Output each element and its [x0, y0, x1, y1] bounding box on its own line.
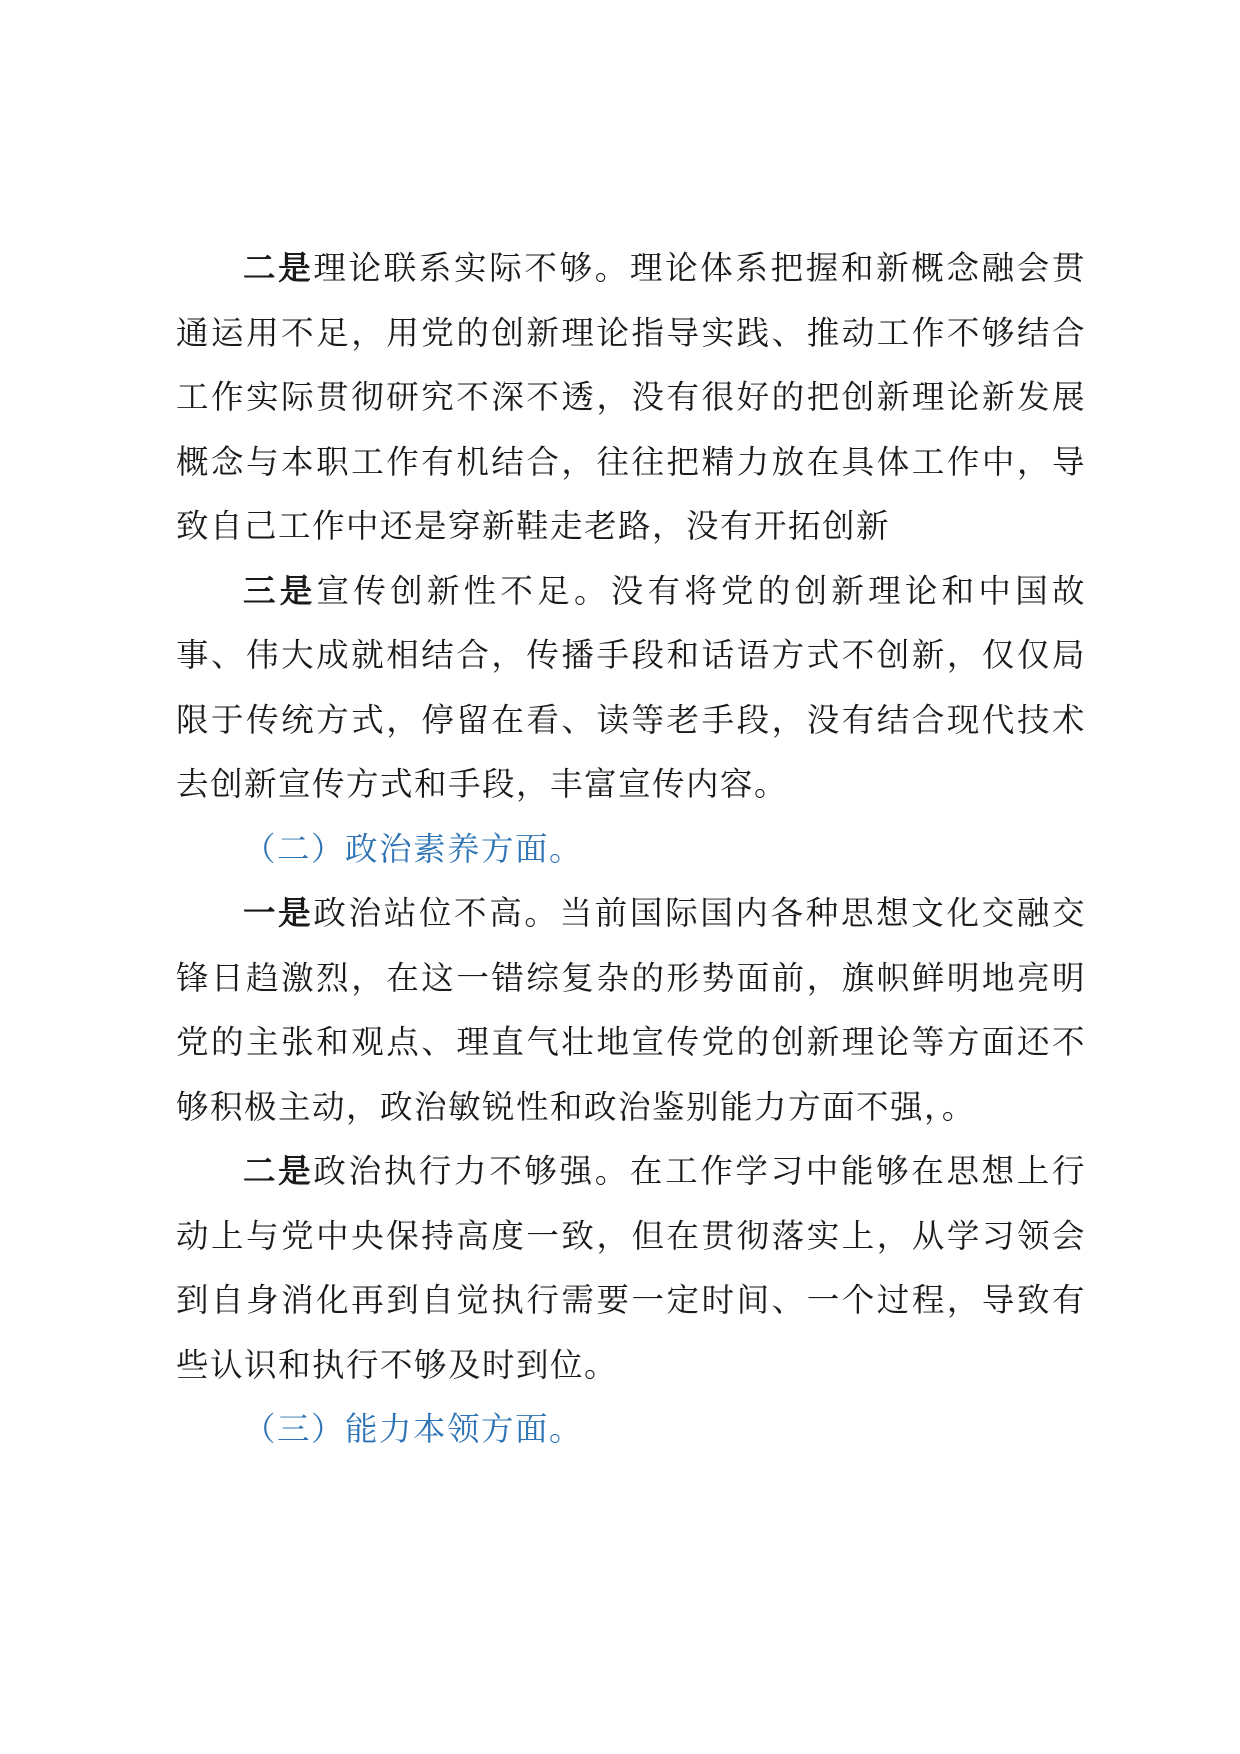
paragraph-political-stance [176, 881, 1086, 1139]
paragraph-lead: 二是 [243, 249, 314, 287]
paragraph-lead: 一是 [243, 894, 314, 932]
paragraph-publicity-innovation [176, 559, 1086, 817]
paragraph-lead: 三是 [243, 571, 317, 610]
paragraph-text: 理论联系实际不够。理论体系把握和新概念融会贯通运用不足，用党的创新理论指导实践、推动工作不够结合工作实际贯彻研究不深不透，没有很好的把创新理论新发展概念与本职工作有机结合，往往把精力放在具体工作中，导致自己工作中还是穿新鞋走老路，没有开拓创新 [176, 249, 1086, 545]
paragraph-text: 宣传创新性不足。没有将党的创新理论和中国故事、伟大成就相结合，传播手段和话语方式不创新，仅仅局限于传统方式，停留在看、读等老手段，没有结合现代技术去创新宣传方式和手段，丰富宣传内容。 [176, 571, 1086, 803]
section-heading-ability: （三）能力本领方面。 [243, 1410, 584, 1448]
paragraph-text: 政治执行力不够强。在工作学习中能够在思想上行动上与党中央保持高度一致，但在贯彻落实上，从学习领会到自身消化再到自觉执行需要一定时间、一个过程，导致有些认识和执行不够及时到位。 [176, 1152, 1086, 1384]
section-heading-political-literacy: （二）政治素养方面。 [243, 829, 584, 868]
paragraph-political-execution [176, 1139, 1086, 1397]
paragraph-text: 政治站位不高。当前国际国内各种思想文化交融交锋日趋激烈，在这一错综复杂的形势面前，旗帜鲜明地亮明党的主张和观点、理直气壮地宣传党的创新理论等方面还不够积极主动，政治敏锐性和政治鉴别能力方面不强，。 [176, 894, 1086, 1126]
document-body [176, 236, 1086, 1462]
paragraph-theory-practice [176, 236, 1086, 559]
paragraph-lead: 二是 [243, 1152, 314, 1190]
